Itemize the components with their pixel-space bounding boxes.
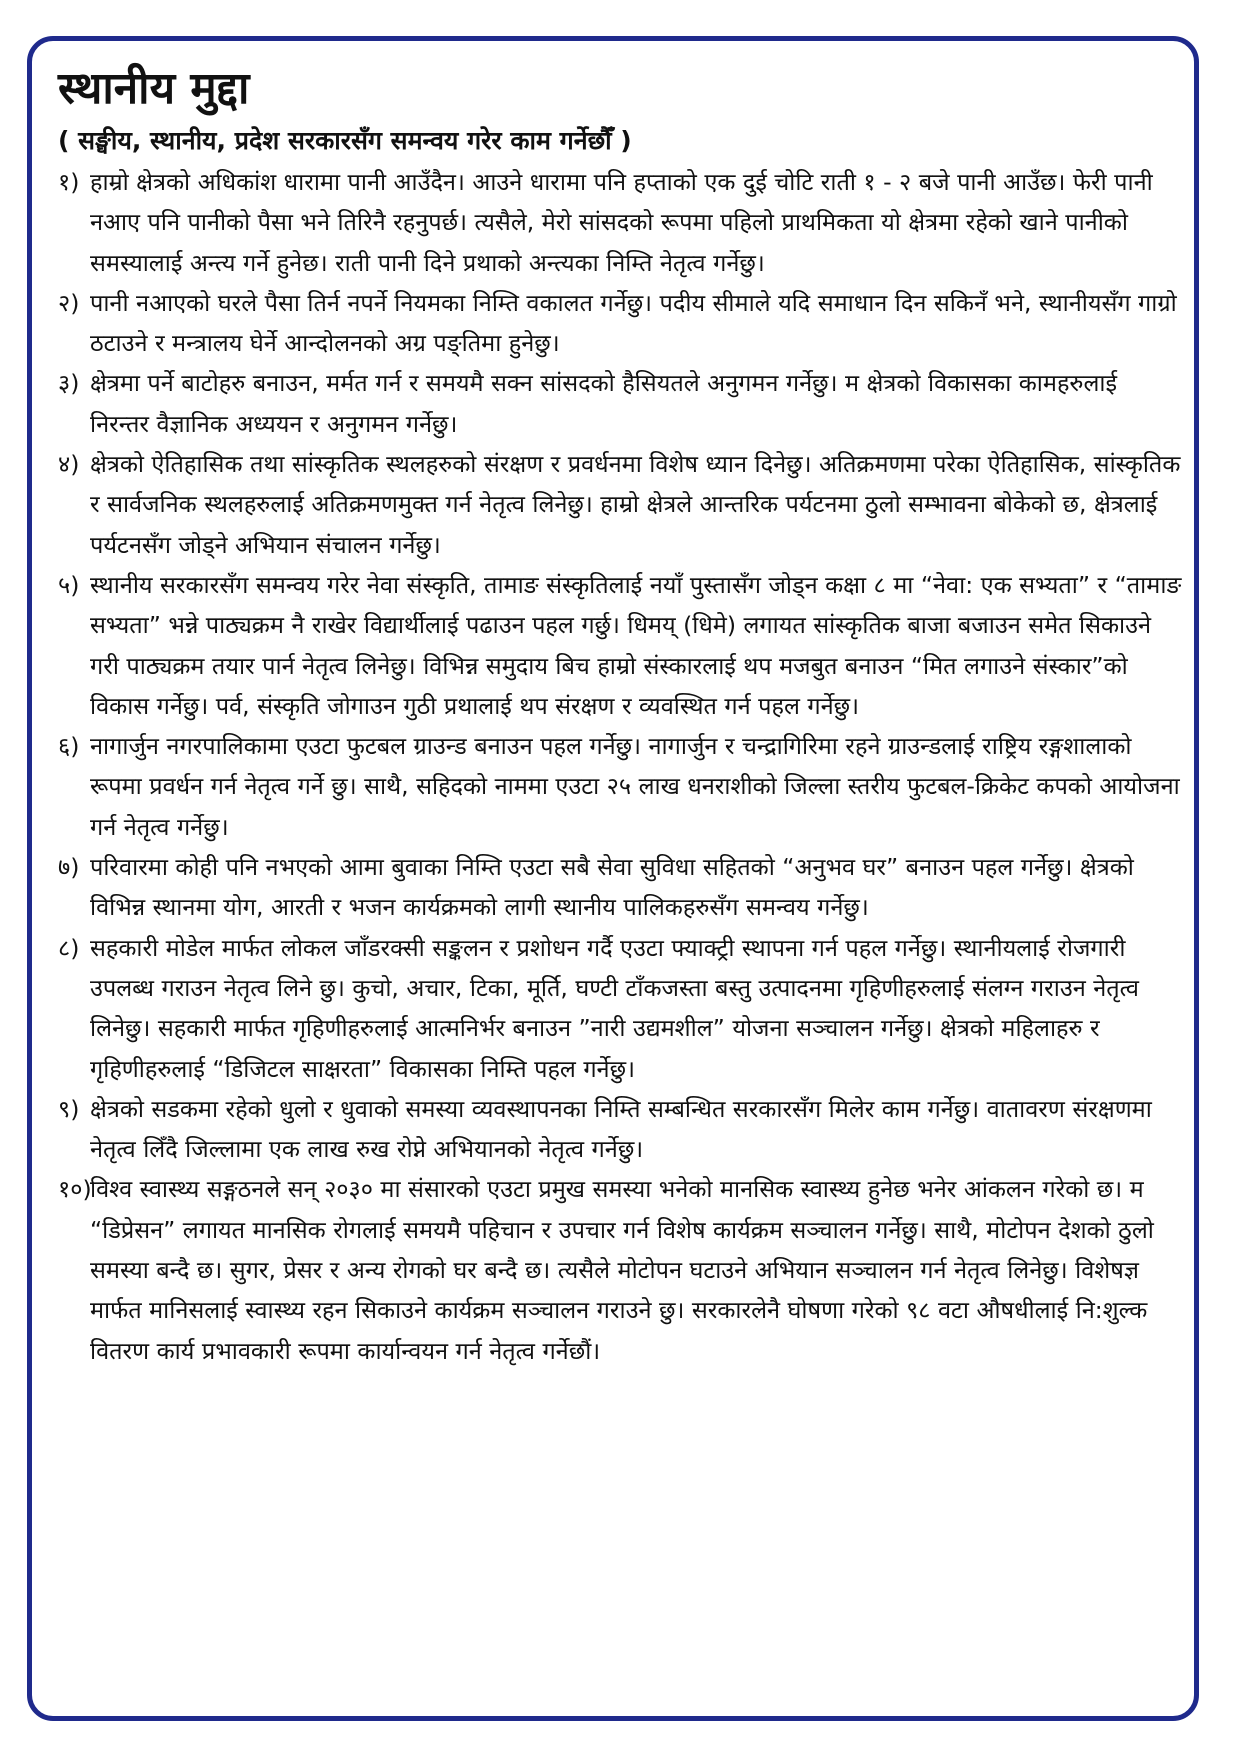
item-number: ९) (58, 1094, 80, 1123)
list-item (58, 565, 1182, 726)
item-text: स्थानीय सरकारसँग समन्वय गरेर नेवा संस्कृति, तामाङ संस्कृतिलाई नयाँ पुस्तासँग जोड्न कक्षा ८ मा “नेवा: एक सभ्यता” र “तामाङ सभ्यता” भन्ने पाठ्यक्रम नै राखेर विद्यार्थीलाई पढाउन पहल गर्छु। धिमय् (धिमे) लगायत सांस्कृतिक बाजा बजाउन समेत सिकाउने गरी पाठ्यक्रम तयार पार्न नेतृत्व लिनेछु। विभिन्न समुदाय बिच हाम्रो संस्कारलाई थप मजबुत बनाउन “मित लगाउने संस्कार”को विकास गर्नेछु। पर्व, संस्कृति जोगाउन गुठी प्रथालाई थप संरक्षण र व्यवस्थित गर्न पहल गर्नेछु। (90, 570, 1182, 720)
item-number: १०) (58, 1175, 92, 1204)
list-item (58, 363, 1182, 444)
list-item (58, 847, 1182, 928)
list-item (58, 726, 1182, 847)
page-title: स्थानीय मुद्दा (58, 63, 250, 114)
document-body (58, 60, 1182, 1371)
list-item (58, 928, 1182, 1089)
item-text: विश्व स्वास्थ्य सङ्गठनले सन् २०३० मा संसारको एउटा प्रमुख समस्या भनेको मानसिक स्वास्थ्य हुनेछ भनेर आंकलन गरेको छ। म “डिप्रेसन” लगायत मानसिक रोगलाई समयमै पहिचान र उपचार गर्न विशेष कार्यक्रम सञ्चालन गर्नेछु। साथै, मोटोपन देशको ठुलो समस्या बन्दै छ। सुगर, प्रेसर र अन्य रोगको घर बन्दै छ। त्यसैले मोटोपन घटाउने अभियान सञ्चालन गर्न नेतृत्व लिनेछु। विशेषज्ञ मार्फत मानिसलाई स्वास्थ्य रहन सिकाउने कार्यक्रम सञ्चालन गराउने छु। सरकारलेनै घोषणा गरेको ९८ वटा औषधीलाई नि:शुल्क वितरण कार्य प्रभावकारी रूपमा कार्यान्वयन गर्न नेतृत्व गर्नेछौं। (90, 1175, 1154, 1365)
list-item (58, 283, 1182, 364)
agenda-list (58, 162, 1182, 1371)
item-text: क्षेत्रमा पर्ने बाटोहरु बनाउन, मर्मत गर्न र समयमै सक्न सांसदको हैसियतले अनुगमन गर्नेछु। म क्षेत्रको विकासका कामहरुलाई निरन्तर वैज्ञानिक अध्ययन र अनुगमन गर्नेछु। (90, 369, 1118, 438)
list-item (58, 444, 1182, 565)
item-number: २) (58, 288, 80, 317)
item-text: क्षेत्रको सडकमा रहेको धुलो र धुवाको समस्या व्यवस्थापनका निम्ति सम्बन्धित सरकारसँग मिलेर काम गर्नेछु। वातावरण संरक्षणमा नेतृत्व लिँदै जिल्लामा एक लाख रुख रोप्ने अभियानको नेतृत्व गर्नेछु। (90, 1094, 1152, 1164)
item-number: ४) (58, 450, 80, 479)
item-text: पानी नआएको घरले पैसा तिर्न नपर्ने नियमका निम्ति वकालत गर्नेछु। पदीय सीमाले यदि समाधान दिन सकिनँ भने, स्थानीयसँग गाग्रो ठटाउने र मन्त्रालय घेर्ने आन्दोलनको अग्र पङ्तिमा हुनेछु। (90, 288, 1177, 358)
item-text: परिवारमा कोही पनि नभएको आमा बुवाका निम्ति एउटा सबै सेवा सुविधा सहितको “अनुभव घर” बनाउन पहल गर्नेछु। क्षेत्रको विभिन्न स्थानमा योग, आरती र भजन कार्यक्रमको लागी स्थानीय पालिकहरुसँग समन्वय गर्नेछु। (90, 853, 1134, 922)
page-subtitle: ( सङ्घीय, स्थानीय, प्रदेश सरकारसँग समन्वय गरेर काम गर्नेछौँ ) (58, 126, 632, 155)
item-text: नागार्जुन नगरपालिकामा एउटा फुटबल ग्राउन्ड बनाउन पहल गर्नेछु। नागार्जुन र चन्द्रागिरिमा रहने ग्राउन्डलाई राष्ट्रिय रङ्गशालाको रूपमा प्रवर्धन गर्न नेतृत्व गर्ने छु। साथै, सहिदको नाममा एउटा २५ लाख धनराशीको जिल्ला स्तरीय फुटबल-क्रिकेट कपको आयोजना गर्न नेतृत्व गर्नेछु। (90, 732, 1180, 841)
item-number: ७) (58, 853, 80, 882)
item-text: सहकारी मोडेल मार्फत लोकल जाँडरक्सी सङ्कलन र प्रशोधन गर्दै एउटा फ्याक्ट्री स्थापना गर्न पहल गर्नेछु। स्थानीयलाई रोजगारी उपलब्ध गराउन नेतृत्व लिने छु। कुचो, अचार, टिका, मूर्ति, घण्टी टाँकजस्ता बस्तु उत्पादनमा गृहिणीहरुलाई संलग्न गराउन नेतृत्व लिनेछु। सहकारी मार्फत गृहिणीहरुलाई आत्मनिर्भर बनाउन ”नारी उद्यमशील” योजना सञ्चालन गर्नेछु। क्षेत्रको महिलाहरु र गृहिणीहरुलाई “डिजिटल साक्षरता” विकासका निम्ति पहल गर्नेछु। (90, 933, 1139, 1083)
item-number: १) (58, 168, 80, 196)
list-item (58, 162, 1182, 283)
item-text: हाम्रो क्षेत्रको अधिकांश धारामा पानी आउँदैन। आउने धारामा पनि हप्ताको एक दुई चोटि राती १ - २ बजे पानी आउँछ। फेरी पानी नआए पनि पानीको पैसा भने तिरिनै रहनुपर्छ। त्यसैले, मेरो सांसदको रूपमा पहिलो प्राथमिकता यो क्षेत्रमा रहेको खाने पानीको समस्यालाई अन्त्य गर्ने हुनेछ। राती पानी दिने प्रथाको अन्त्यका निम्ति नेतृत्व गर्नेछु। (90, 168, 1153, 277)
list-item (58, 1169, 1182, 1370)
item-number: ६) (58, 732, 80, 761)
item-number: ५) (58, 570, 80, 599)
item-number: ३) (58, 369, 80, 398)
item-number: ८) (58, 933, 80, 962)
list-item (58, 1089, 1182, 1170)
item-text: क्षेत्रको ऐतिहासिक तथा सांस्कृतिक स्थलहरुको संरक्षण र प्रवर्धनमा विशेष ध्यान दिनेछु। अतिक्रमणमा परेका ऐतिहासिक, सांस्कृतिक र सार्वजनिक स्थलहरुलाई अतिक्रमणमुक्त गर्न नेतृत्व लिनेछु। हाम्रो क्षेत्रले आन्तरिक पर्यटनमा ठुलो सम्भावना बोकेको छ, क्षेत्रलाई पर्यटनसँग जोड्ने अभियान संचालन गर्नेछु। (90, 450, 1181, 559)
